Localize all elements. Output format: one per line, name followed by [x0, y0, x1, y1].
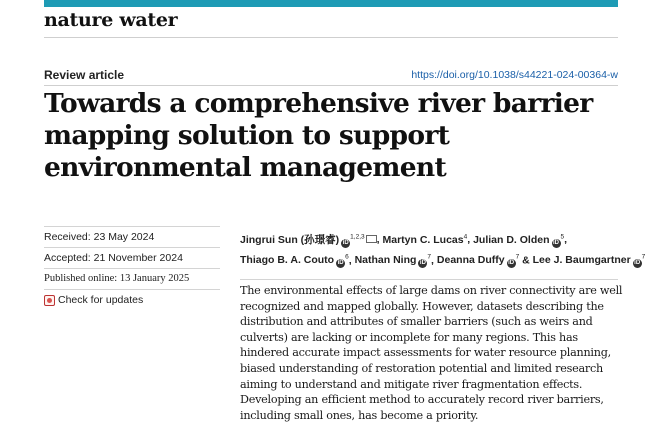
journal-accent-bar	[44, 0, 618, 7]
orcid-icon[interactable]: iD	[342, 239, 349, 246]
orcid-icon[interactable]: iD	[337, 260, 344, 266]
meta-divider	[44, 268, 220, 269]
meta-divider-top	[44, 226, 220, 227]
author[interactable]: Lee J. Baumgartner $iD^7$	[532, 253, 646, 266]
author[interactable]: Martyn C. Lucas$^4$	[382, 233, 468, 246]
meta-divider	[44, 247, 220, 248]
author-list: Jingrui Sun (孙璟睿) iD$^{1,2,3}$ , Martyn C. Lucas$^4$, Julian D. Olden $iD^5$, Thiago B. A. Couto $iD^6$, Nathan Ning $iD^7$, Deanna Duffy $iD^7$ & Lee J. Baumgartner $iD^7$	[240, 233, 646, 266]
orcid-icon[interactable]: iD	[508, 260, 515, 266]
doi-link[interactable]: https://doi.org/10.1038/s44221-024-00364-w	[411, 69, 618, 81]
article-type: Review article	[44, 68, 125, 82]
article-title: Towards a comprehensive river barrier mapping solution to support environmental management	[44, 88, 593, 183]
author[interactable]: Julian D. Olden $iD^5$	[473, 233, 565, 246]
author[interactable]: Nathan Ning $iD^7$	[354, 253, 432, 266]
abstract-text: The environmental effects of large dams on river connectivity are well recognized and mapped globally. However, datasets describing the distribution and attributes of smaller barriers (such as weirs and culverts) are lacking or incomplete for many regions. This has hindered accurate impact assessments for water resource planning, biased understanding of restoration potential and limited research aiming to understand and mitigate river fragmentation effects. Developing an efficient method to accurately record river barriers, including small ones, has become a priority.	[240, 284, 623, 422]
received-date: Received: 23 May 2024	[44, 231, 155, 243]
mail-icon[interactable]	[366, 235, 377, 243]
orcid-icon[interactable]: iD	[634, 260, 641, 266]
check-for-updates-icon	[44, 295, 55, 306]
orcid-icon[interactable]: iD	[419, 260, 426, 266]
abstract-divider	[240, 279, 618, 280]
orcid-icon[interactable]: iD	[553, 239, 559, 246]
header-divider	[44, 37, 618, 38]
journal-name[interactable]: nature water	[44, 9, 178, 31]
author[interactable]: Deanna Duffy $iD^7$	[436, 253, 520, 266]
title-divider	[44, 85, 618, 86]
author[interactable]: Jingrui Sun (孙璟睿) iD$^{1,2,3}$	[240, 234, 377, 246]
published-date: Published online: 13 January 2025	[44, 273, 190, 284]
author[interactable]: Thiago B. A. Couto $iD^6$	[240, 253, 349, 266]
check-for-updates-label: Check for updates	[58, 294, 144, 306]
check-for-updates-button[interactable]	[44, 294, 143, 306]
meta-divider	[44, 289, 220, 290]
accepted-date: Accepted: 21 November 2024	[44, 252, 183, 264]
